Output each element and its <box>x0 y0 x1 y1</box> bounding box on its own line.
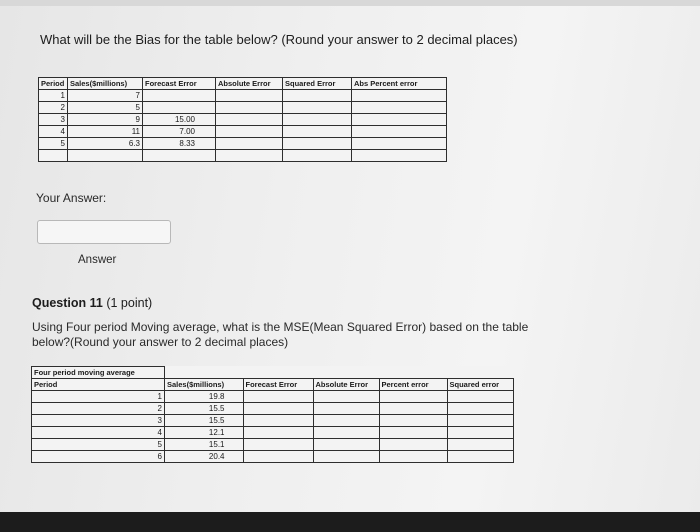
cell: 20.4 <box>165 451 244 463</box>
cell <box>379 439 447 451</box>
cell: 6.3 <box>68 138 143 150</box>
cell <box>352 90 447 102</box>
table-row <box>39 126 447 138</box>
cell <box>313 439 379 451</box>
your-answer-label: Your Answer: <box>36 191 107 205</box>
cell: 2 <box>39 102 68 114</box>
cell: 3 <box>32 415 165 427</box>
cell <box>352 126 447 138</box>
cell <box>379 367 447 379</box>
header-percent-error: Percent error <box>379 379 447 391</box>
header-squared-error: Squared Error <box>283 78 352 90</box>
cell: 1 <box>39 90 68 102</box>
cell <box>243 403 313 415</box>
cell <box>313 451 379 463</box>
header-sales: Sales($millions) <box>68 78 143 90</box>
cell <box>243 415 313 427</box>
table-caption-row <box>32 367 514 379</box>
cell: 3 <box>39 114 68 126</box>
cell <box>352 150 447 162</box>
header-sales: Sales($millions) <box>165 379 244 391</box>
question-text: Using Four period Moving average, what is the MSE(Mean Squared Error) based on the table below?(Round your answer to 2 decimal places) <box>32 320 529 349</box>
cell <box>243 367 313 379</box>
cell <box>447 403 513 415</box>
cell: 8.33 <box>143 138 216 150</box>
bias-table <box>38 77 447 162</box>
cell <box>283 150 352 162</box>
cell <box>143 90 216 102</box>
cell <box>68 150 143 162</box>
top-edge <box>0 0 700 6</box>
header-period: Period <box>39 78 68 90</box>
cell <box>243 427 313 439</box>
cell: 5 <box>32 439 165 451</box>
header-forecast-error: Forecast Error <box>243 379 313 391</box>
cell <box>165 367 244 379</box>
cell: 9 <box>68 114 143 126</box>
cell <box>243 391 313 403</box>
cell <box>447 367 513 379</box>
table-row <box>32 391 514 403</box>
cell <box>216 90 283 102</box>
table-row <box>32 415 514 427</box>
header-forecast-error: Forecast Error <box>143 78 216 90</box>
question-points: (1 point) <box>106 296 153 310</box>
cell <box>313 367 379 379</box>
cell <box>352 138 447 150</box>
table-caption: Four period moving average <box>32 367 165 379</box>
header-squared-error: Squared error <box>447 379 513 391</box>
table-row <box>39 102 447 114</box>
cell <box>313 427 379 439</box>
cell <box>352 102 447 114</box>
cell: 6 <box>32 451 165 463</box>
cell <box>283 114 352 126</box>
header-absolute-error: Absolute Error <box>216 78 283 90</box>
table-row <box>39 150 447 162</box>
answer-button[interactable]: Answer <box>78 254 117 266</box>
cell <box>352 114 447 126</box>
cell <box>216 138 283 150</box>
cell <box>313 403 379 415</box>
cell <box>39 150 68 162</box>
cell <box>216 150 283 162</box>
cell: 15.00 <box>143 114 216 126</box>
cell <box>447 451 513 463</box>
header-absolute-error: Absolute Error <box>313 379 379 391</box>
cell <box>243 439 313 451</box>
cell <box>143 150 216 162</box>
cell <box>216 102 283 114</box>
table-header-row <box>39 78 447 90</box>
cell: 15.5 <box>165 403 244 415</box>
table-row <box>32 451 514 463</box>
table-row <box>39 114 447 126</box>
table-row <box>32 427 514 439</box>
cell: 2 <box>32 403 165 415</box>
cell: 15.5 <box>165 415 244 427</box>
cell: 11 <box>68 126 143 138</box>
cell <box>379 403 447 415</box>
moving-average-table <box>31 366 514 463</box>
table-row <box>32 403 514 415</box>
cell <box>379 415 447 427</box>
cell: 4 <box>32 427 165 439</box>
cell: 19.8 <box>165 391 244 403</box>
bottom-bezel <box>0 512 700 532</box>
cell <box>216 126 283 138</box>
cell: 5 <box>68 102 143 114</box>
cell <box>447 391 513 403</box>
question-text: What will be the Bias for the table below? (Round your answer to 2 decimal places) <box>40 32 518 47</box>
cell: 5 <box>39 138 68 150</box>
table-row <box>39 138 447 150</box>
cell <box>313 415 379 427</box>
cell: 7 <box>68 90 143 102</box>
cell <box>283 102 352 114</box>
question-title <box>32 296 152 310</box>
cell <box>283 138 352 150</box>
cell <box>143 102 216 114</box>
cell <box>447 415 513 427</box>
cell <box>447 439 513 451</box>
header-abs-percent-error: Abs Percent error <box>352 78 447 90</box>
cell: 7.00 <box>143 126 216 138</box>
cell: 4 <box>39 126 68 138</box>
table-header-row <box>32 379 514 391</box>
cell <box>379 391 447 403</box>
answer-input[interactable] <box>37 220 171 244</box>
cell <box>216 114 283 126</box>
cell <box>283 126 352 138</box>
cell <box>447 427 513 439</box>
table-row <box>39 90 447 102</box>
table-row <box>32 439 514 451</box>
cell: 15.1 <box>165 439 244 451</box>
cell: 12.1 <box>165 427 244 439</box>
header-period: Period <box>32 379 165 391</box>
cell <box>379 451 447 463</box>
question-number: Question 11 <box>32 296 103 310</box>
cell <box>313 391 379 403</box>
cell: 1 <box>32 391 165 403</box>
cell <box>379 427 447 439</box>
cell <box>243 451 313 463</box>
cell <box>283 90 352 102</box>
